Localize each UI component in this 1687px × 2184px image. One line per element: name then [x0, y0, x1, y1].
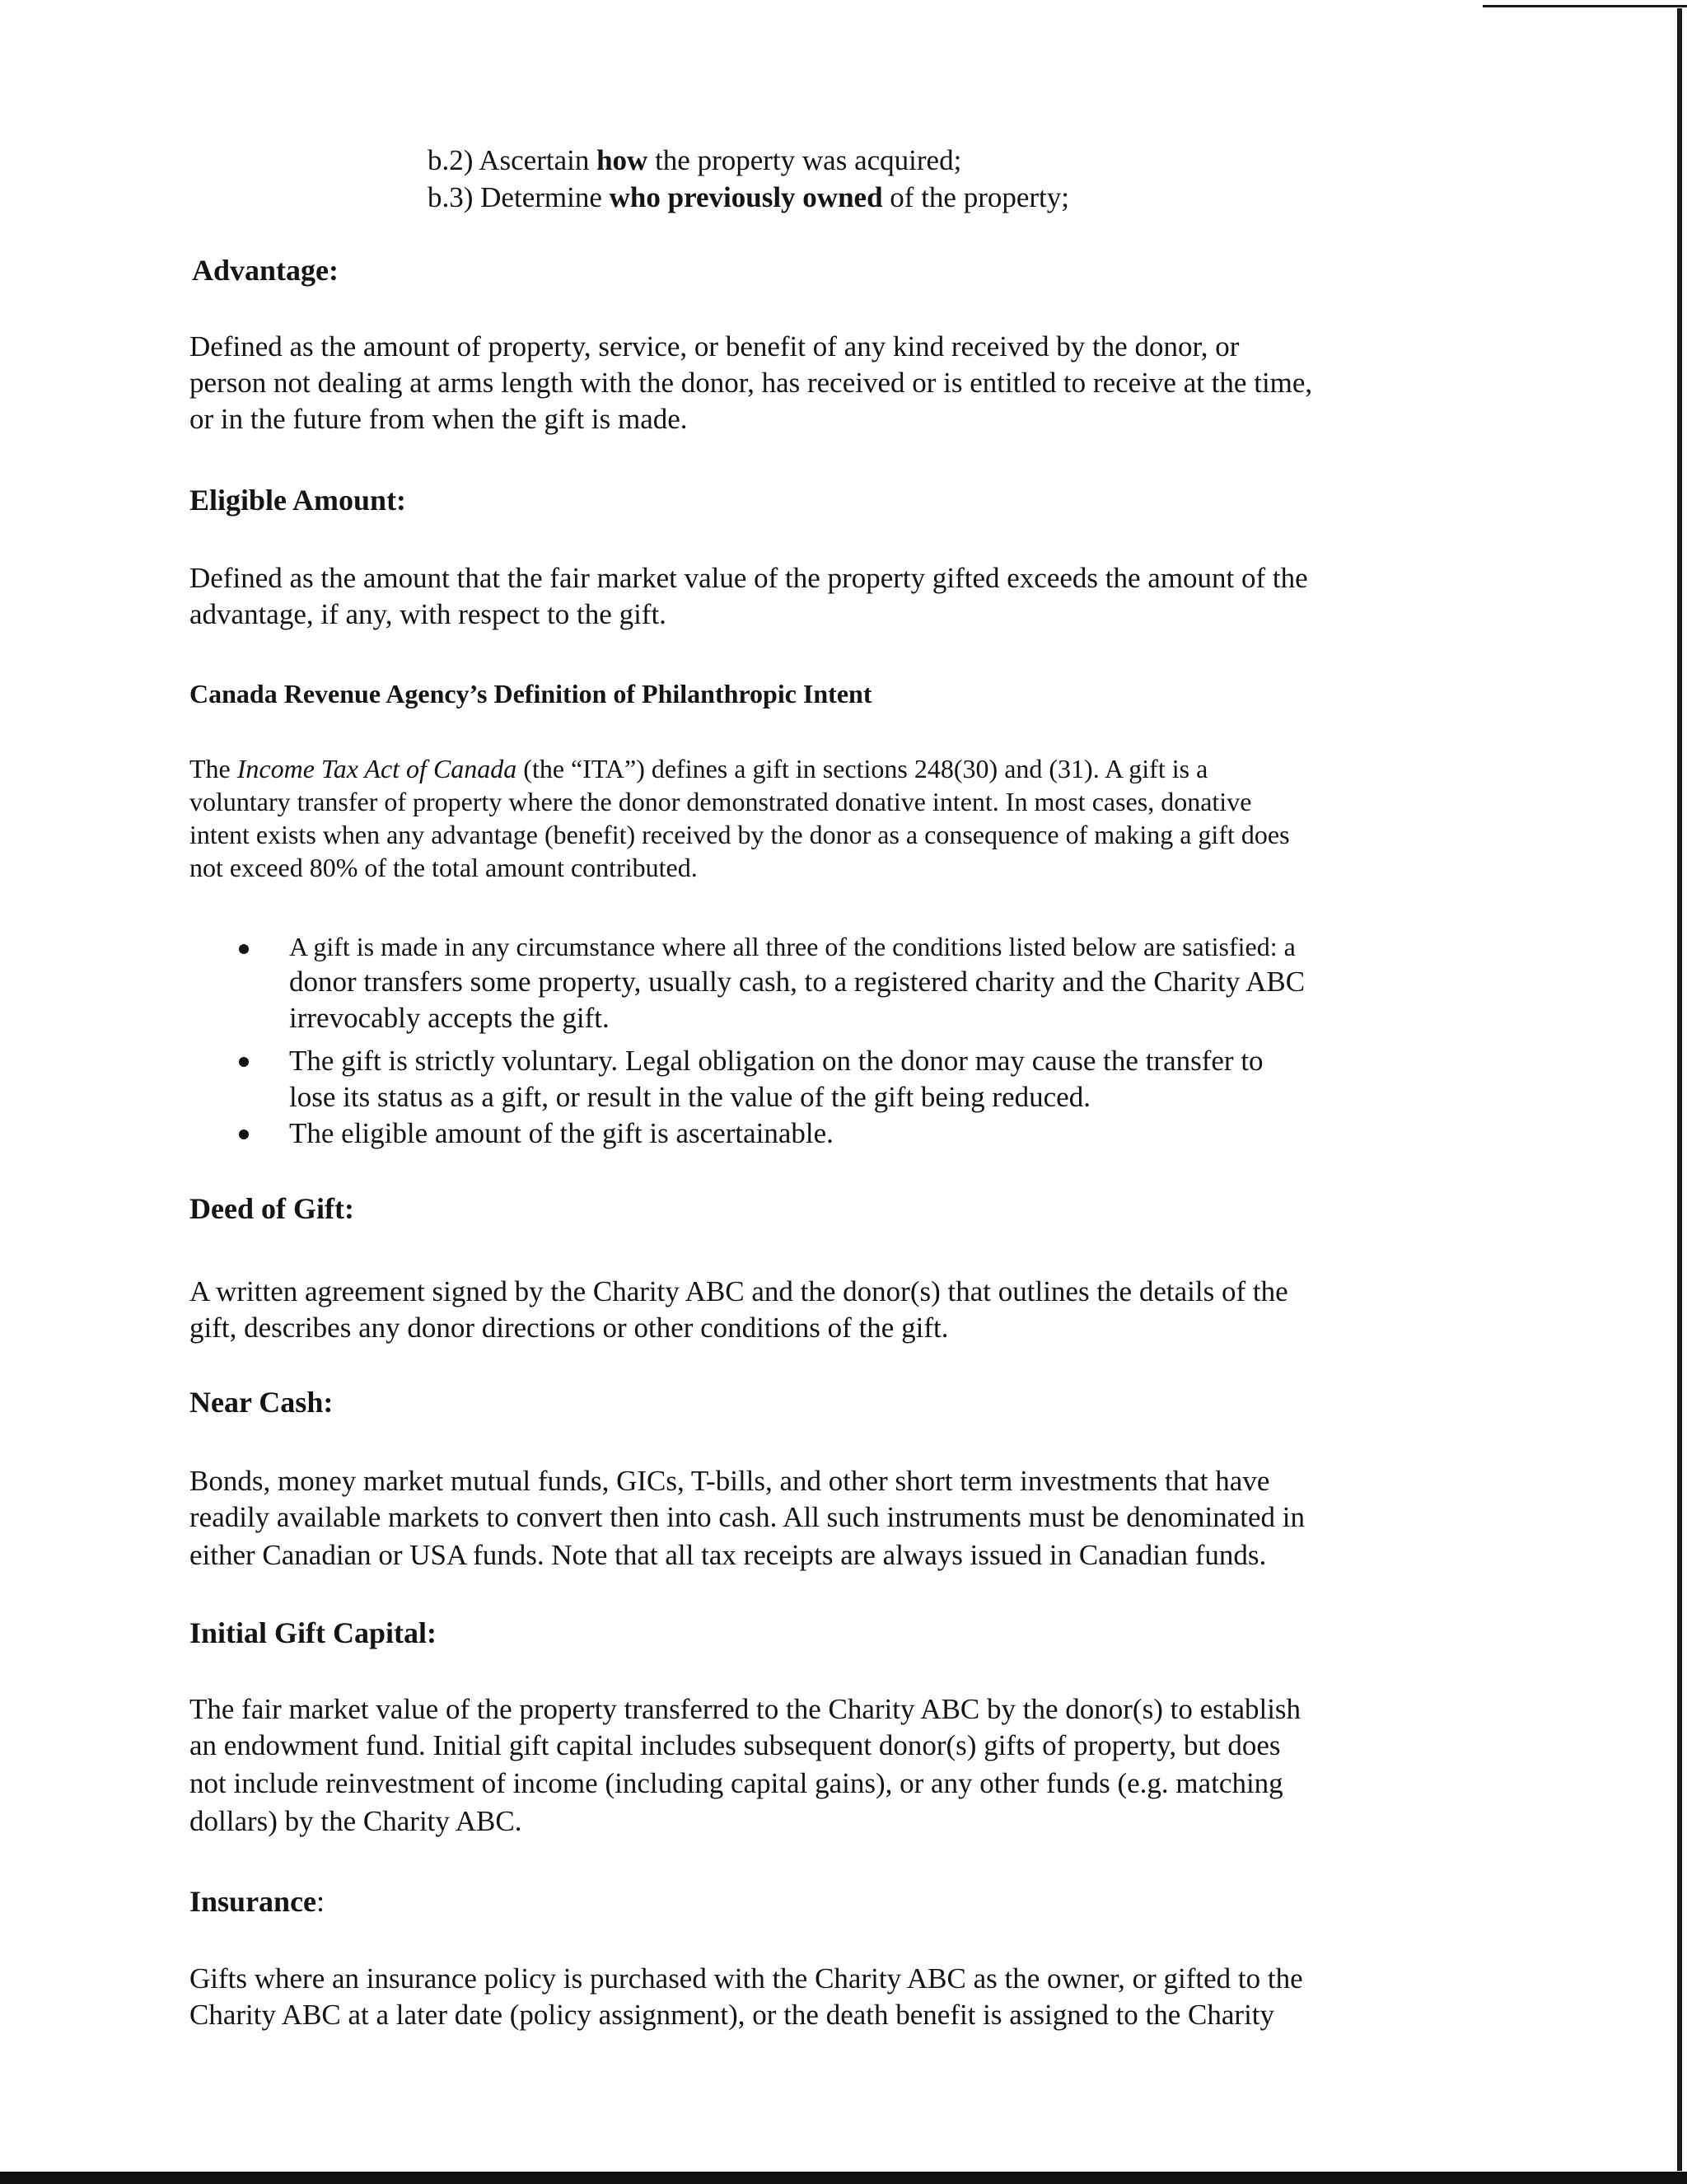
list-item-b2-prefix: b.2) Ascertain: [428, 144, 597, 176]
initial-gift-capital-line-1: The fair market value of the property transferred to the Charity ABC by the donor(s) to establish: [189, 1693, 1301, 1725]
list-item-b2: [428, 143, 961, 179]
heading-insurance: [189, 1883, 325, 1920]
deed-of-gift-line-2: gift, describes any donor directions or other conditions of the gift.: [189, 1312, 949, 1344]
heading-advantage: Advantage:: [192, 254, 339, 287]
heading-initial-gift-capital: Initial Gift Capital:: [189, 1616, 437, 1649]
bullet-1-line-2: donor transfers some property, usually cash, to a registered charity and the Charity ABC: [289, 966, 1306, 998]
list-item-b2-suffix: the property was acquired;: [647, 144, 962, 176]
initial-gift-capital-line-2: an endowment fund. Initial gift capital includes subsequent donor(s) gifts of property, but does: [189, 1729, 1281, 1761]
list-item-b2-bold: how: [596, 144, 648, 176]
bullet-1-line-3: irrevocably accepts the gift.: [289, 1002, 610, 1034]
scan-edge-bottom: [0, 2172, 1687, 2184]
cra-intro-pre: The: [189, 754, 237, 783]
heading-insurance-colon: :: [316, 1885, 325, 1918]
advantage-line-3: or in the future from when the gift is made.: [189, 403, 688, 435]
insurance-line-1: Gifts where an insurance policy is purchased with the Charity ABC as the owner, or gifted to the: [189, 1962, 1303, 1995]
near-cash-line-2: readily available markets to convert then into cash. All such instruments must be denominated in: [189, 1501, 1305, 1533]
cra-intro-post: (the “ITA”) defines a gift in sections 248(30) and (31). A gift is a: [516, 754, 1208, 783]
advantage-line-1: Defined as the amount of property, service, or benefit of any kind received by the donor, or: [189, 330, 1240, 362]
heading-eligible-amount: Eligible Amount:: [189, 484, 407, 517]
near-cash-line-1: Bonds, money market mutual funds, GICs, T-bills, and other short term investments that have: [189, 1465, 1270, 1497]
cra-intro-line-1: [189, 752, 1208, 785]
bullet-2-line-2: lose its status as a gift, or result in the value of the gift being reduced.: [289, 1081, 1091, 1113]
deed-of-gift-line-1: A written agreement signed by the Charity ABC and the donor(s) that outlines the details of the: [189, 1275, 1288, 1307]
insurance-line-2: Charity ABC at a later date (policy assignment), or the death benefit is assigned to the Charity: [189, 1999, 1275, 2031]
initial-gift-capital-line-3: not include reinvestment of income (including capital gains), or any other funds (e.g. matching: [189, 1767, 1283, 1799]
bullet-dot-2: [239, 1057, 249, 1067]
list-item-b3: [428, 180, 1069, 216]
bullet-dot-1: [239, 944, 249, 954]
heading-near-cash: Near Cash:: [189, 1386, 334, 1419]
list-item-b3-prefix: b.3) Determine: [428, 181, 610, 213]
initial-gift-capital-line-4: dollars) by the Charity ABC.: [189, 1805, 522, 1837]
heading-deed-of-gift: Deed of Gift:: [189, 1192, 354, 1225]
eligible-amount-line-1: Defined as the amount that the fair market value of the property gifted exceeds the amount of the: [189, 562, 1308, 594]
bullet-dot-3: [239, 1129, 249, 1139]
cra-intro-line-2: voluntary transfer of property where the donor demonstrated donative intent. In most cases, donative: [189, 787, 1252, 816]
scan-edge-top: [1483, 5, 1687, 7]
list-item-b3-bold: who previously owned: [609, 181, 883, 213]
bullet-3-line-1: The eligible amount of the gift is ascertainable.: [289, 1117, 834, 1149]
list-item-b3-suffix: of the property;: [882, 181, 1070, 213]
bullet-1-line-1: A gift is made in any circumstance where all three of the conditions listed below are satisfied: a: [289, 932, 1296, 961]
eligible-amount-line-2: advantage, if any, with respect to the gift.: [189, 598, 666, 630]
near-cash-line-3: either Canadian or USA funds. Note that all tax receipts are always issued in Canadian funds.: [189, 1539, 1267, 1571]
cra-intro-line-4: not exceed 80% of the total amount contributed.: [189, 853, 698, 882]
cra-intro-line-3: intent exists when any advantage (benefit) received by the donor as a consequence of making a gift does: [189, 820, 1290, 849]
heading-insurance-text: Insurance: [189, 1885, 317, 1918]
scan-edge-right: [1677, 8, 1682, 2171]
heading-cra-definition: Canada Revenue Agency’s Definition of Philanthropic Intent: [189, 679, 872, 709]
bullet-2-line-1: The gift is strictly voluntary. Legal obligation on the donor may cause the transfer to: [289, 1045, 1264, 1077]
cra-intro-italic-act: Income Tax Act of Canada: [236, 754, 517, 783]
advantage-line-2: person not dealing at arms length with the donor, has received or is entitled to receive at the time,: [189, 367, 1313, 399]
